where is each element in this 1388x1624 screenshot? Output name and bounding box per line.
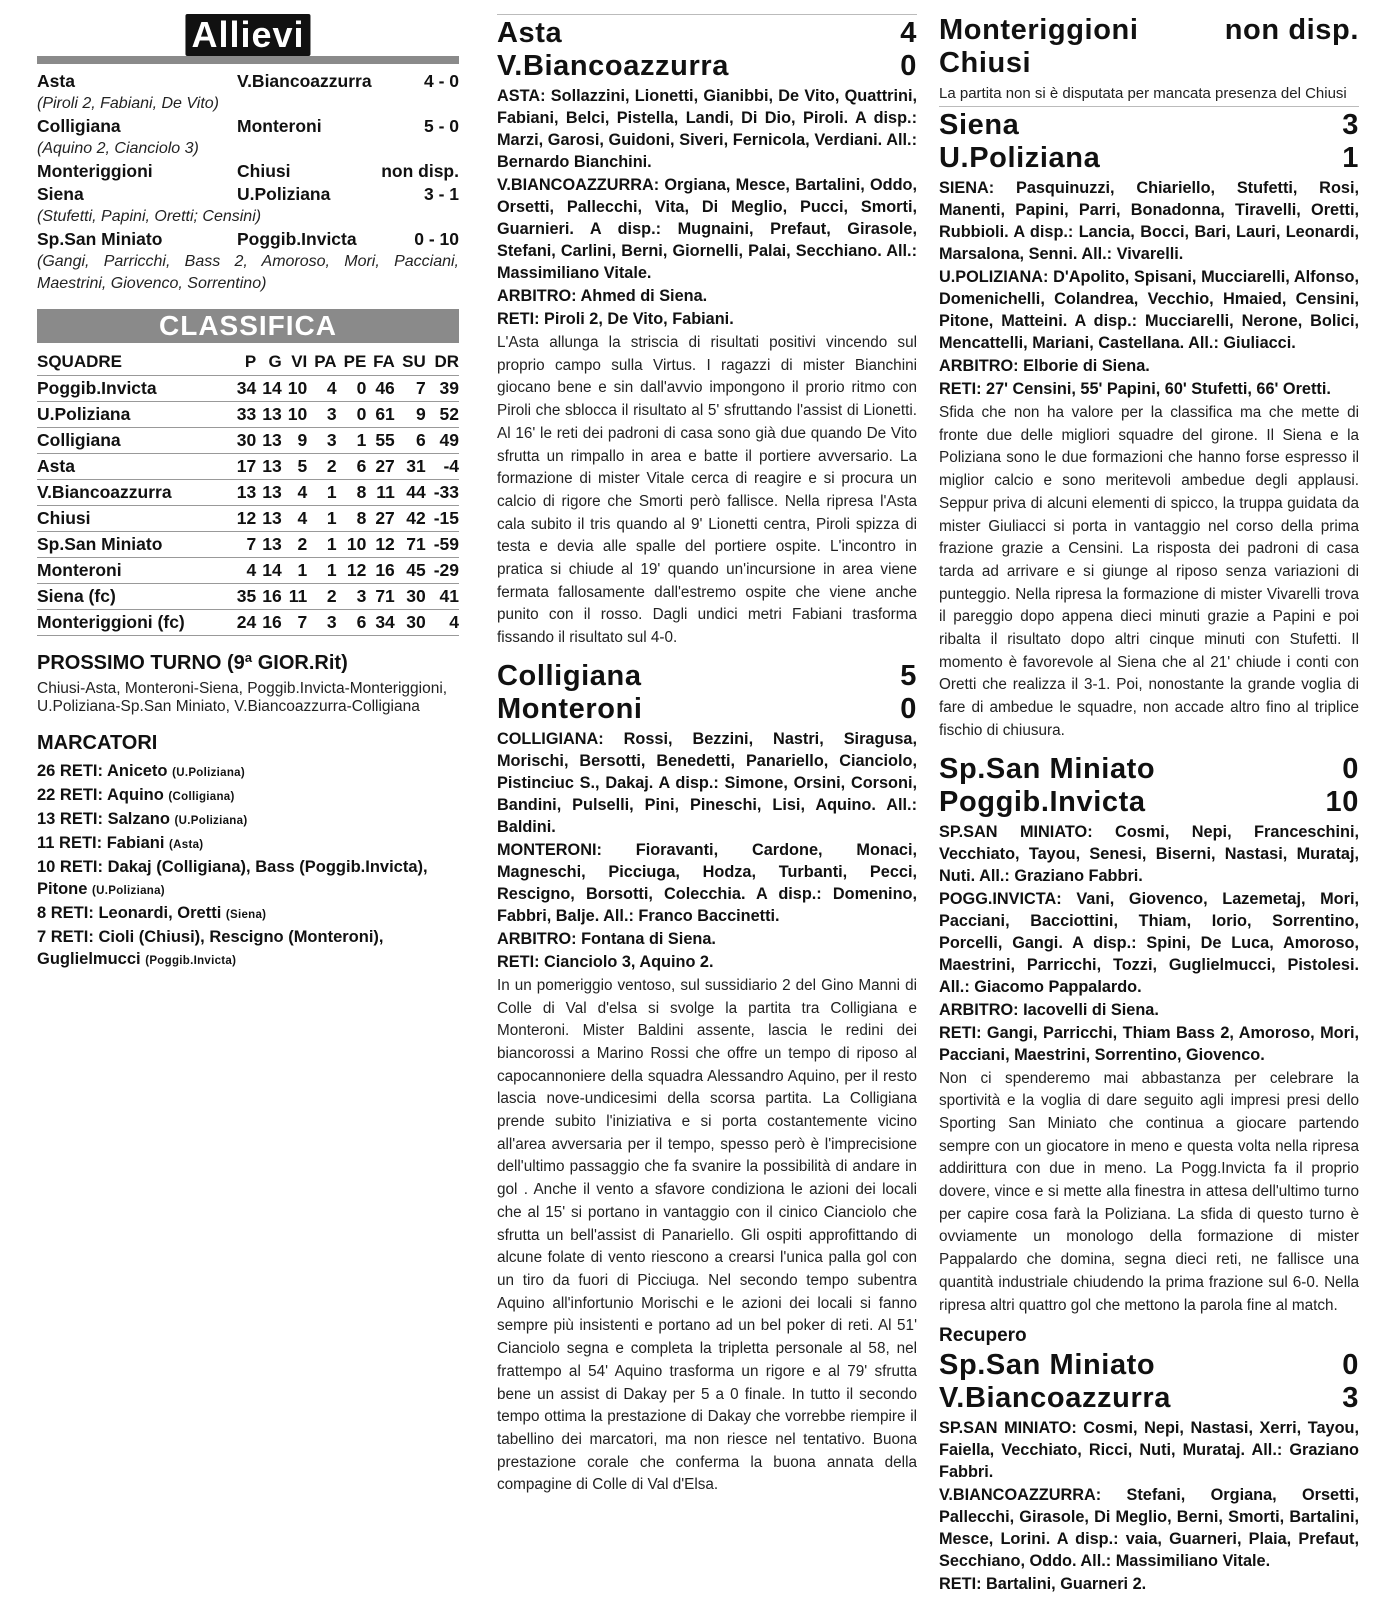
classifica-banner: CLASSIFICA — [37, 309, 459, 343]
results-list — [37, 70, 459, 295]
stat-cell: 1 — [307, 532, 336, 558]
match-away-line — [939, 786, 1359, 819]
stat-cell: 1 — [307, 506, 336, 532]
standings-header-dr: DR — [426, 349, 459, 376]
stat-cell: 5 — [282, 454, 308, 480]
scorer-names: Aquino — [107, 786, 169, 804]
goals-line: RETI: Bartalini, Guarneri 2. — [939, 1575, 1147, 1594]
result-score: 0 - 10 — [414, 229, 459, 249]
stat-cell: 35 — [231, 584, 257, 610]
standings-header-vi: VI — [282, 349, 308, 376]
home-goals: 0 — [1342, 1349, 1359, 1382]
stat-cell: 49 — [426, 428, 459, 454]
standings-body — [37, 376, 459, 636]
result-row — [37, 228, 459, 251]
stat-cell: 14 — [256, 376, 282, 402]
home-goals: 4 — [900, 17, 917, 49]
result-row — [37, 70, 459, 93]
stat-cell: 10 — [282, 376, 308, 402]
home-lineup: ASTA: Sollazzini, Lionetti, Gianibbi, De Vito, Quattrini, Fabiani, Belci, Pistella, Landi, Di Dio, Piroli. A disp.: Marzi, Garosi, Guidoni, Siveri, Fernicola, Verdiani. All.: Bernardo Bianchini. — [497, 87, 917, 171]
result-row — [37, 183, 459, 206]
stat-cell: 71 — [395, 532, 426, 558]
stat-cell: 8 — [337, 480, 367, 506]
result-away: U.Poliziana — [237, 184, 331, 204]
away-goals: 1 — [1342, 142, 1359, 174]
scorer-line — [37, 856, 459, 902]
scorer-team: (U.Poliziana) — [92, 885, 165, 897]
result-scorers: (Piroli 2, Fabiani, De Vito) — [37, 95, 219, 112]
stat-cell: 27 — [366, 506, 394, 532]
result-home: Monteriggioni — [37, 161, 153, 181]
away-team: V.Biancoazzurra — [939, 1382, 1171, 1415]
standings-header-pa: PA — [307, 349, 336, 376]
away-team: Poggib.Invicta — [939, 785, 1146, 818]
team-name-cell: Monteroni — [37, 558, 231, 584]
match-away-line — [939, 142, 1359, 175]
scorer-names: Cioli (Chiusi), Rescigno (Monteroni), Guglielmucci — [37, 928, 384, 968]
allievi-title: Allievi — [185, 14, 310, 56]
stat-cell: 24 — [231, 610, 257, 636]
stat-cell: 2 — [307, 584, 336, 610]
next-round-title: PROSSIMO TURNO (9ª GIOR.Rit) — [37, 652, 348, 674]
match-home-line — [939, 753, 1359, 786]
away-lineup: U.POLIZIANA: D'Apolito, Spisani, Mucciarelli, Alfonso, Domenichelli, Colandrea, Vecchio, Hmaied, Censini, Pitone, Matteini. A disp.: Mucciarelli, Nerone, Bolici, Mencattelli, Mariani, Castellana. All.: Giuliacci. — [939, 268, 1359, 352]
scorer-names: Leonardi, Oretti — [98, 904, 226, 922]
stat-cell: 1 — [282, 558, 308, 584]
team-name-cell: Sp.San Miniato — [37, 532, 231, 558]
match-report: L'Asta allunga la striscia di risultati positivi vincendo sul proprio campo sulla Virtus. I ragazzi di mister Bianchini giocano bene e sin dall'avvio impongono il prorio ritmo con Piroli che sblocca il risultato al 5' sfruttando l'assist di Lionetti. Al 16' le reti dei padroni di casa sono già due quando De Vito sfrutta un rimpallo in area e batte il portiere avversario. La formazione di mister Vitale cerca di reagire e si procura un calcio di rigore che Smorti però fallisce. Nella ripresa l'Asta cala subito il tris quando al 9' Lionetti centra, Piroli spizza di testa e devia alle spalle del portiere ospite. L'incontro in pratica si chiude al 19' quando un'incursione in area viene fermata fallosamente dall'estremo ospite che viene anche punito con il rosso. Dagli undici metri Fabiani trasforma fissando il risultato sul 4-0. — [497, 334, 917, 647]
stat-cell: -59 — [426, 532, 459, 558]
standings-header-g: G — [256, 349, 282, 376]
away-lineup: MONTERONI: Fioravanti, Cardone, Monaci, Magneschi, Picciuga, Hodza, Turbanti, Pecci, Rescigno, Borsotti, Colecchia. A disp.: Domenino, Fabbri, Balje. All.: Franco Baccinetti. — [497, 840, 917, 925]
home-goals: 5 — [900, 659, 917, 692]
stat-cell: 13 — [231, 480, 257, 506]
team-name-cell: Poggib.Invicta — [37, 376, 231, 402]
result-score: 3 - 1 — [423, 184, 459, 204]
away-goals: 0 — [900, 692, 917, 725]
match-report: Sfida che non ha valore per la classifica ma che mette di fronte due delle migliori squadre del girone. Il Siena e la Poliziana sono le due formazioni che hanno forse espresso il miglior calcio e sono meritevoli ambedue degli applausi. Seppur priva di alcuni elementi di spicco, la truppa guidata da mister Giuliacci si porta in vantaggio nel corso della prima frazione grazie a Censini. La risposta dei padroni di casa tarda ad arrivare e si giunge al riposo senza variazioni di punteggio. Nella ripresa la formazione di mister Vivarelli trova il pareggio dopo appena dieci minuti grazie a Papini e poi ribalta il risultato dopo altri cinque minuti con Stufetti. Il momento è favorevole al Siena che al 21' chiude i conti con Oretti che realizza il 3-1. Poi, nonostante la grande voglia di fare di ambedue le squadre, non accade altro fino al triplice fischio di chiusura. — [939, 404, 1359, 739]
stat-cell: 10 — [337, 532, 367, 558]
team-name-cell: Monteriggioni (fc) — [37, 610, 231, 636]
team-name-cell: Chiusi — [37, 506, 231, 532]
goals-line: RETI: Gangi, Parricchi, Thiam Bass 2, Amoroso, Mori, Pacciani, Maestrini, Sorrentino, Giovenco. — [939, 1023, 1359, 1064]
table-row — [37, 454, 459, 480]
stat-cell: 13 — [256, 454, 282, 480]
result-scorers: (Gangi, Parricchi, Bass 2, Amoroso, Mori, Pacciani, Maestrini, Giovenco, Sorrentino) — [37, 253, 459, 292]
home-team: Sp.San Miniato — [939, 752, 1156, 785]
table-row — [37, 428, 459, 454]
stat-cell: 6 — [337, 454, 367, 480]
stat-cell: 13 — [256, 428, 282, 454]
team-name-cell: Asta — [37, 454, 231, 480]
stat-cell: 44 — [395, 480, 426, 506]
away-team: Monteroni — [497, 692, 643, 725]
table-row — [37, 532, 459, 558]
scorer-line — [37, 832, 459, 856]
stat-cell: 39 — [426, 376, 459, 402]
stat-cell: 9 — [282, 428, 308, 454]
stat-cell: 4 — [231, 558, 257, 584]
scorer-line — [37, 760, 459, 784]
match-away-line — [497, 50, 917, 83]
stat-cell: 7 — [231, 532, 257, 558]
stat-cell: 41 — [426, 584, 459, 610]
match-note: La partita non si è disputata per mancata presenza del Chiusi — [939, 85, 1347, 102]
goal-count: 13 RETI: — [37, 810, 108, 828]
result-away: V.Biancoazzurra — [237, 71, 372, 91]
match-home-line — [939, 1349, 1359, 1382]
match-home-line — [497, 660, 917, 693]
scorer-names: Fabiani — [106, 834, 170, 852]
stat-cell: 52 — [426, 402, 459, 428]
scorers-title: MARCATORI — [37, 732, 158, 754]
stat-cell: 3 — [307, 428, 336, 454]
result-home: Siena — [37, 184, 84, 204]
stat-cell: 12 — [231, 506, 257, 532]
stat-cell: 16 — [256, 610, 282, 636]
home-lineup: SP.SAN MINIATO: Cosmi, Nepi, Franceschini, Vecchiato, Tayou, Senesi, Biserni, Nastasi, Murataj, Nuti. All.: Graziano Fabbri. — [939, 822, 1359, 885]
stat-cell: 3 — [307, 610, 336, 636]
lineups — [497, 728, 917, 973]
result-scorers: (Stufetti, Papini, Oretti; Censini) — [37, 208, 262, 225]
divider — [497, 14, 917, 15]
stat-cell: 11 — [282, 584, 308, 610]
allievi-banner — [37, 14, 459, 62]
match-report: In un pomeriggio ventoso, sul sussidiario 2 del Gino Manni di Colle di Val d'elsa si svolge la partita tra Colligiana e Monteroni. Mister Baldini assente, lascia le redini dei biancorossi a Marino Rossi che offre un tempo di riposo al capocannoniere della squadra Alessandro Aquino, per il resto lascia nove-undicesimi della scorsa partita. La Colligiana prende subito l'iniziativa e si porta costantemente vicino all'area avversaria per il tempo, spesso però è l'imprecisione dell'ultimo passaggio che fa svanire la possibilità di andare in gol . Anche il vento a sfavore condiziona le azioni dei locali che al 15' si portano in vantaggio con il cinico Cianciolo che sfrutta un bell'assist di Panariello. Gli ospiti approfittando di alcune folate di vento riescono a crearsi l'unica palla gol con un tiro da fuori di Picciuga. Nel secondo tempo subentra Aquino all'infortunio Morischi e le azioni dei locali si fanno sempre più insistenti e portano ad un bel poker di reti. Al 51' Cianciolo segna e completa la tripletta personale al 58, nel frattempo al 54' Aquino trasforma un rigore e al 79' sfrutta bene un assist di Dakay per 5 a 0 finale. In tutto il secondo tempo ottima la prestazione di Dakay che vorrebbe riempire il tabellino dei marcatori, ma non riesce nel tentativo. Buona prestazione corale che conferma la buona annata della compagine di Colle di Val d'Elsa. — [497, 976, 917, 1494]
scorer-team: (Siena) — [225, 909, 267, 921]
stat-cell: -33 — [426, 480, 459, 506]
scorer-line — [37, 926, 459, 972]
match-away-line — [939, 1382, 1359, 1415]
team-name-cell: U.Poliziana — [37, 402, 231, 428]
goal-count: 7 RETI: — [37, 928, 99, 946]
referee: ARBITRO: Fontana di Siena. — [497, 929, 716, 948]
scorer-team: (U.Poliziana) — [174, 815, 248, 827]
match-monteriggioni-chiusi — [939, 14, 1359, 104]
stat-cell: 0 — [337, 402, 367, 428]
table-row — [37, 402, 459, 428]
stat-cell: 34 — [366, 610, 394, 636]
scorer-team: (Colligiana) — [168, 791, 235, 803]
stat-cell: 1 — [307, 558, 336, 584]
table-row — [37, 558, 459, 584]
scorer-line — [37, 808, 459, 832]
team-name-cell: Siena (fc) — [37, 584, 231, 610]
referee: ARBITRO: Ahmed di Siena. — [497, 287, 708, 305]
match-home-line — [939, 14, 1359, 47]
divider — [939, 106, 1359, 107]
stat-cell: 12 — [366, 532, 394, 558]
stat-cell: 6 — [337, 610, 367, 636]
home-team: Colligiana — [497, 659, 642, 692]
result-scorers: (Aquino 2, Cianciolo 3) — [37, 140, 199, 157]
standings-header-su: SU — [395, 349, 426, 376]
spacer — [939, 743, 1359, 753]
away-team: U.Poliziana — [939, 142, 1101, 174]
banner-bar — [37, 56, 459, 64]
stat-cell: 46 — [366, 376, 394, 402]
scorer-team: (U.Poliziana) — [172, 767, 245, 779]
stat-cell: -4 — [426, 454, 459, 480]
away-lineup: V.BIANCOAZZURRA: Stefani, Orgiana, Orsetti, Pallecchi, Girasole, Di Meglio, Berni, Smorti, Bartalini, Mesce, Lorini. A disp.: vaia, Guarneri, Plaia, Prefaut, Secchiano, Oddo. All.: Massimiliano Vitale. — [939, 1486, 1359, 1571]
home-team: Siena — [939, 109, 1020, 141]
stat-cell: -15 — [426, 506, 459, 532]
stat-cell: 4 — [282, 506, 308, 532]
goal-count: 22 RETI: — [37, 786, 107, 804]
home-lineup: COLLIGIANA: Rossi, Bezzini, Nastri, Siragusa, Morischi, Bersotti, Benedetti, Panariello, Cianciolo, Pistinciuc S., Dakaj. A disp.: Simone, Orsini, Corsoni, Bandini, Pulselli, Pini, Pineschi, Lisi, Aquino. All.: Baldini. — [497, 729, 917, 836]
left-column — [37, 14, 459, 972]
match-home-line — [497, 17, 917, 50]
home-goals: 3 — [1342, 109, 1359, 141]
stat-cell: 11 — [366, 480, 394, 506]
middle-column — [497, 14, 917, 1497]
stat-cell: 16 — [256, 584, 282, 610]
stat-cell: 31 — [395, 454, 426, 480]
result-away: Monteroni — [237, 116, 322, 136]
team-name-cell: V.Biancoazzurra — [37, 480, 231, 506]
home-lineup: SIENA: Pasquinuzzi, Chiariello, Stufetti, Rosi, Manenti, Papini, Parri, Bonadonna, Tiravelli, Oretti, Rubbioli. A disp.: Lancia, Bocci, Bari, Lauri, Leonardi, Marsalona, Senni. All.: Vivarelli. — [939, 179, 1359, 263]
stat-cell: 16 — [366, 558, 394, 584]
away-team: V.Biancoazzurra — [497, 50, 729, 82]
result-home: Colligiana — [37, 116, 121, 136]
match-siena-poliziana — [939, 109, 1359, 743]
result-away: Poggib.Invicta — [237, 229, 357, 249]
referee: ARBITRO: Iacovelli di Siena. — [939, 1000, 1159, 1019]
result-home: Sp.San Miniato — [37, 229, 163, 249]
scorer-names: Dakaj (Colligiana), Bass (Poggib.Invicta), Pitone — [37, 858, 428, 898]
stat-cell: 2 — [282, 532, 308, 558]
home-team: Sp.San Miniato — [939, 1349, 1156, 1382]
match-away-line — [497, 693, 917, 726]
stat-cell: 6 — [395, 428, 426, 454]
stat-cell: 4 — [426, 610, 459, 636]
stat-cell: 33 — [231, 402, 257, 428]
match-sanminiato-poggibonsi — [939, 753, 1359, 1318]
table-row — [37, 584, 459, 610]
stat-cell: 13 — [256, 506, 282, 532]
table-row — [37, 376, 459, 402]
result-home: Asta — [37, 71, 75, 91]
result-row — [37, 115, 459, 138]
home-team: Asta — [497, 17, 563, 49]
away-goals: 10 — [1325, 785, 1359, 818]
stat-cell: 34 — [231, 376, 257, 402]
stat-cell: 7 — [395, 376, 426, 402]
goals-line: RETI: Cianciolo 3, Aquino 2. — [497, 952, 714, 971]
home-goals: 0 — [1342, 752, 1359, 785]
stat-cell: 30 — [231, 428, 257, 454]
stat-cell: 45 — [395, 558, 426, 584]
match-report: Non ci spenderemo mai abbastanza per celebrare la sportività e la voglia di dare seguito agli impresi presi dello Sporting San Miniato che continua a giocare partendo sempre con un giocatore in meno e questa volta nella ripresa addirittura con due in meno. La Pogg.Invicta fa il proprio dovere, vince e si mette alla finestra in attesa dell'ultimo turno per capire cosa farà la Poliziana. La sfida di questo turno è ovviamente un monologo della formazione di mister Pappalardo che domina, segna dieci reti, ne fallisce una quantità industriale chiudendo la prima frazione sul 6-0. Nella ripresa altri quattro gol che mettono la parola fine al match. — [939, 1069, 1359, 1314]
stat-cell: 12 — [337, 558, 367, 584]
spacer — [497, 650, 917, 660]
scorer-names: Salzano — [107, 810, 175, 828]
stat-cell: 4 — [282, 480, 308, 506]
match-home-line — [939, 109, 1359, 142]
stat-cell: 13 — [256, 532, 282, 558]
standings-table — [37, 349, 459, 636]
stat-cell: 3 — [337, 584, 367, 610]
referee: ARBITRO: Elborie di Siena. — [939, 357, 1150, 375]
stat-cell: 7 — [282, 610, 308, 636]
table-row — [37, 480, 459, 506]
table-row — [37, 506, 459, 532]
goal-count: 11 RETI: — [37, 834, 107, 852]
away-goals: 0 — [900, 50, 917, 82]
lineups — [939, 821, 1359, 1066]
stat-cell: 2 — [307, 454, 336, 480]
goals-line: RETI: Piroli 2, De Vito, Fabiani. — [497, 310, 734, 328]
stat-cell: 71 — [366, 584, 394, 610]
standings-header-pe: PE — [337, 349, 367, 376]
lineups — [939, 1417, 1359, 1595]
stat-cell: 1 — [307, 480, 336, 506]
standings-header-row — [37, 349, 459, 376]
standings-header-p: P — [231, 349, 257, 376]
table-row — [37, 610, 459, 636]
stat-cell: 27 — [366, 454, 394, 480]
right-column — [939, 14, 1359, 1596]
goals-line: RETI: 27' Censini, 55' Papini, 60' Stufetti, 66' Oretti. — [939, 380, 1331, 398]
stat-cell: 13 — [256, 402, 282, 428]
stat-cell: 55 — [366, 428, 394, 454]
match-asta-biancoazzurra — [497, 17, 917, 650]
next-round-fixtures: Chiusi-Asta, Monteroni-Siena, Poggib.Invicta-Monteriggioni, U.Poliziana-Sp.San Miniato, V.Biancoazzurra-Colligiana — [37, 680, 448, 715]
match-colligiana-monteroni — [497, 660, 917, 1497]
away-goals: 3 — [1342, 1382, 1359, 1415]
goal-count: 26 RETI: — [37, 762, 107, 780]
stat-cell: 13 — [256, 480, 282, 506]
stat-cell: 3 — [307, 402, 336, 428]
stat-cell: 10 — [282, 402, 308, 428]
stat-cell: 0 — [337, 376, 367, 402]
scorer-names: Aniceto — [107, 762, 173, 780]
result-score: 5 - 0 — [423, 116, 459, 136]
home-team: Monteriggioni — [939, 14, 1139, 46]
scorer-line — [37, 784, 459, 808]
team-name-cell: Colligiana — [37, 428, 231, 454]
scorer-team: (Asta) — [169, 839, 204, 851]
stat-cell: 30 — [395, 584, 426, 610]
away-lineup: POGG.INVICTA: Vani, Giovenco, Lazemetaj, Mori, Pacciani, Bacciottini, Thiam, Iorio, Sorrentino, Porcelli, Gangi. A disp.: Spini, De Luca, Amoroso, Maestrini, Parricchi, Tozzi, Guglielmucci, Pistolesi. All.: Giacomo Pappalardo. — [939, 889, 1359, 996]
stat-cell: -29 — [426, 558, 459, 584]
stat-cell: 9 — [395, 402, 426, 428]
goal-count: 10 RETI: — [37, 858, 108, 876]
away-team: Chiusi — [939, 47, 1032, 79]
away-lineup: V.BIANCOAZZURRA: Orgiana, Mesce, Bartalini, Oddo, Orsetti, Pallecchi, Vita, Di Meglio, Pucci, Smorti, Guarnieri. A disp.: Mugnaini, Prefaut, Girasole, Stefani, Carlini, Berni, Giornelli, Palai, Secchiano. All.: Massimiliano Vitale. — [497, 176, 917, 282]
home-lineup: SP.SAN MINIATO: Cosmi, Nepi, Nastasi, Xerri, Tayou, Faiella, Vecchiato, Ricci, Nuti, Murataj. All.: Graziano Fabbri. — [939, 1419, 1359, 1482]
stat-cell: 4 — [307, 376, 336, 402]
result-score: non disp. — [381, 161, 459, 181]
match-recupero — [939, 1349, 1359, 1595]
standings-header-squadre: SQUADRE — [37, 349, 231, 376]
lineups — [497, 85, 917, 330]
scorer-team: (Poggib.Invicta) — [145, 955, 237, 967]
stat-cell: 30 — [395, 610, 426, 636]
stat-cell: 17 — [231, 454, 257, 480]
stat-cell: 42 — [395, 506, 426, 532]
goal-count: 8 RETI: — [37, 904, 99, 922]
match-away-line — [939, 47, 1359, 80]
scorers-list — [37, 760, 459, 972]
result-row — [37, 160, 459, 183]
stat-cell: 8 — [337, 506, 367, 532]
stat-cell: 1 — [337, 428, 367, 454]
stat-cell: 14 — [256, 558, 282, 584]
result-status: non disp. — [1224, 14, 1359, 46]
scorer-line — [37, 902, 459, 926]
lineups — [939, 177, 1359, 400]
stat-cell: 61 — [366, 402, 394, 428]
recupero-label: Recupero — [939, 1325, 1027, 1347]
result-away: Chiusi — [237, 161, 291, 181]
result-score: 4 - 0 — [423, 71, 459, 91]
standings-header-fa: FA — [366, 349, 394, 376]
